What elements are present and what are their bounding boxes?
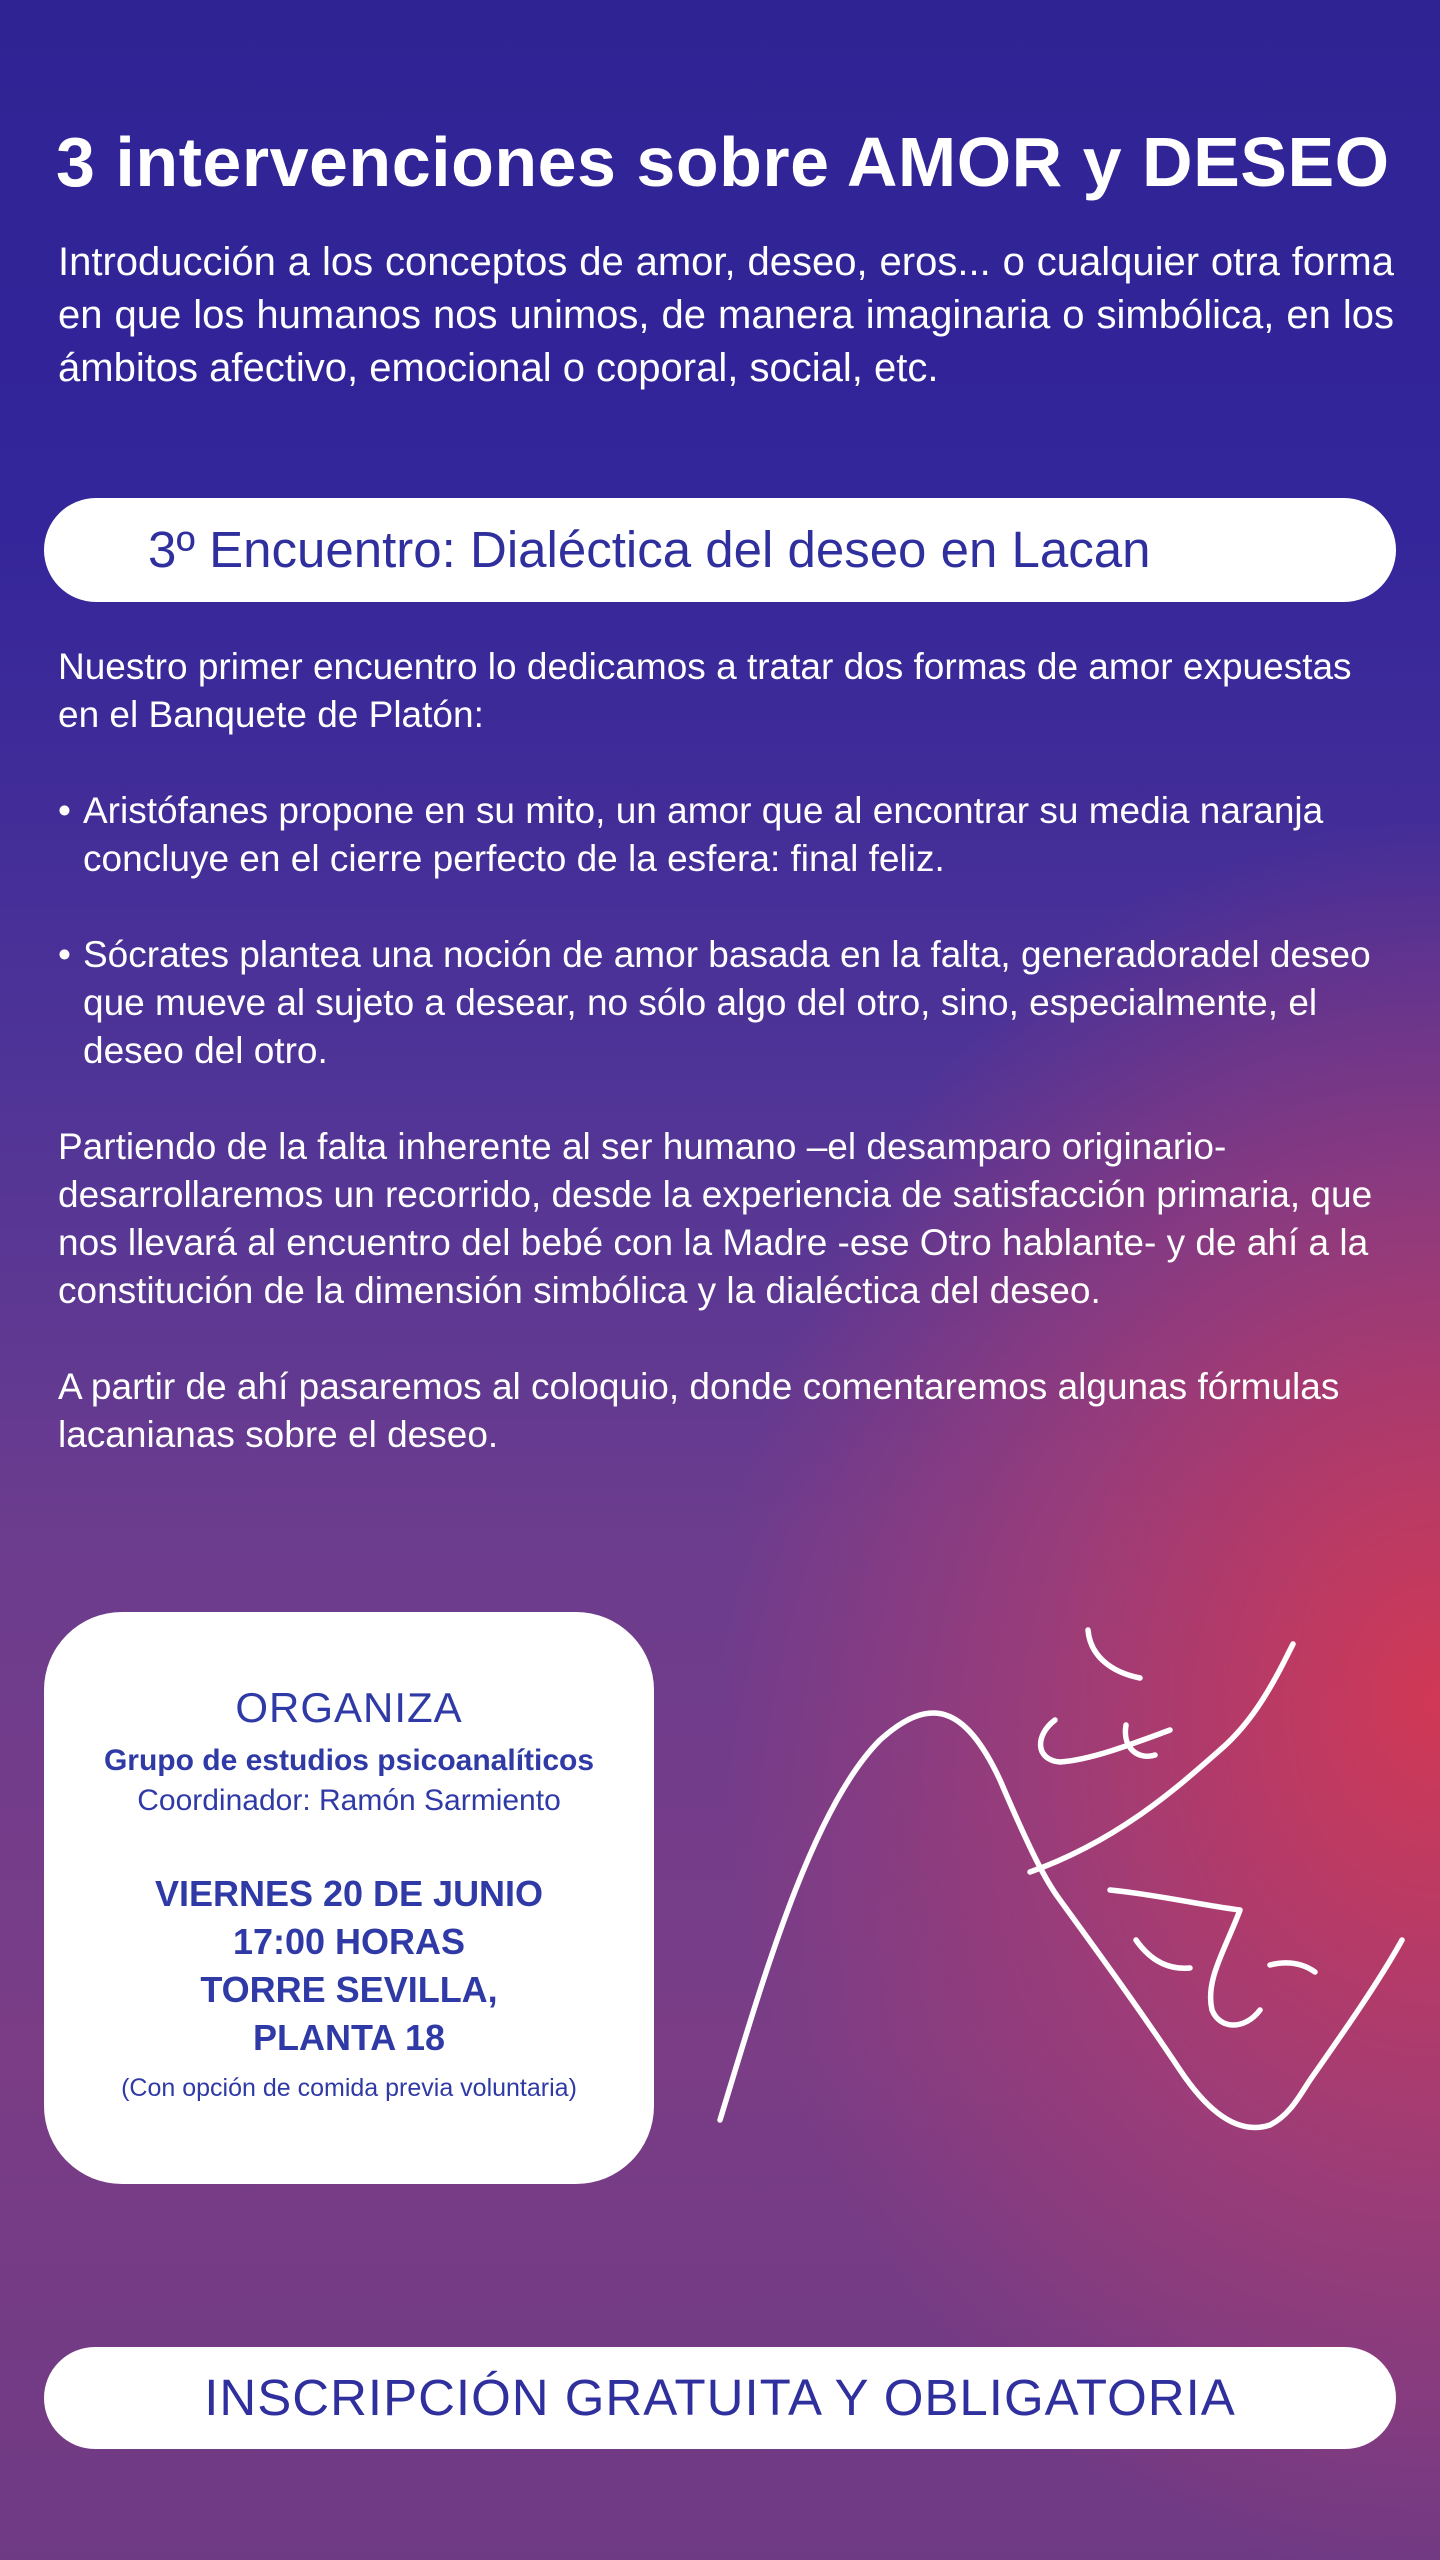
two-faces-line-art-icon xyxy=(700,1610,1420,2150)
page-title: 3 intervenciones sobre AMOR y DESEO xyxy=(56,123,1390,201)
organizer-card xyxy=(44,1612,654,2184)
organizer-group: Grupo de estudios psicoanalíticos xyxy=(103,1744,595,1777)
bullet-item xyxy=(58,787,1388,883)
bullet-text: Sócrates plantea una noción de amor basada en la falta, generadoradel deseo que mueve al sujeto a desear, no sólo algo del otro, sino, especialmente, el deseo del otro. xyxy=(83,934,1371,1071)
eye-closed-2 xyxy=(1136,1940,1190,1968)
event-date: VIERNES 20 DE JUNIO xyxy=(154,1873,544,1914)
event-note: (Con opción de comida previa voluntaria) xyxy=(121,2074,577,2102)
bullet-text: Aristófanes propone en su mito, un amor que al encontrar su media naranja concluye en el cierre perfecto de la esfera: final feliz. xyxy=(83,790,1324,879)
encuentro-banner xyxy=(44,498,1396,602)
intro-text: Introducción a los conceptos de amor, deseo, eros... o cualquier otra forma en que los humanos nos unimos, de manera imaginaria o simbólica, en los ámbitos afectivo, emocional o coporal, social, etc. xyxy=(58,240,1394,390)
right-face-profile xyxy=(1030,1644,1293,1872)
left-face-profile xyxy=(720,1713,1402,2127)
registration-label: INSCRIPCIÓN GRATUITA Y OBLIGATORIA xyxy=(204,2369,1236,2426)
bullet-icon: • xyxy=(58,934,71,975)
organizer-heading: ORGANIZA xyxy=(235,1684,463,1731)
paragraph-falta: Partiendo de la falta inherente al ser humano –el desamparo originario- desarrollaremos un recorrido, desde la experiencia de satisfacción primaria, que nos llevará al encuentro del bebé con la Madre -ese Otro hablante- y de ahí a la constitución de la dimensión simbólica y la dialéctica del deseo. xyxy=(58,1126,1373,1311)
bullet-item xyxy=(58,931,1388,1075)
organizer-coordinator: Coordinador: Ramón Sarmiento xyxy=(137,1784,561,1817)
event-details xyxy=(44,1870,654,2062)
brow-curve xyxy=(1088,1630,1140,1678)
registration-banner xyxy=(44,2347,1396,2449)
encuentro-label: 3º Encuentro: Dialéctica del deseo en Lacan xyxy=(148,521,1151,578)
event-time: 17:00 HORAS xyxy=(232,1921,466,1962)
intro-paragraph: Nuestro primer encuentro lo dedicamos a tratar dos formas de amor expuestas en el Banquete de Platón: xyxy=(58,646,1352,735)
smile-mark xyxy=(1270,1963,1315,1972)
bullet-icon: • xyxy=(58,790,71,831)
event-floor: PLANTA 18 xyxy=(252,2017,446,2058)
event-venue: TORRE SEVILLA, xyxy=(200,1969,498,2010)
description xyxy=(58,643,1388,1507)
paragraph-coloquio: A partir de ahí pasaremos al coloquio, donde comentaremos algunas fórmulas lacanianas sobre el deseo. xyxy=(58,1366,1340,1455)
